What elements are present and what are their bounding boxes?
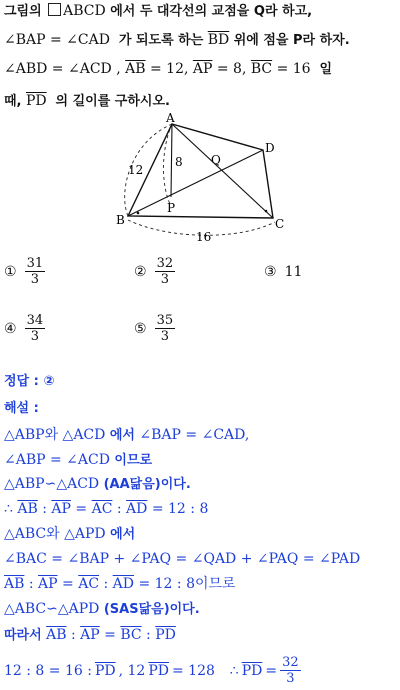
final-answer-fraction: $\frac{32}{3}$ [282, 655, 299, 686]
solution-line-1: △ABP와 △ACD 에서 ∠BAP = ∠CAD, [4, 427, 250, 443]
label-c: C [275, 217, 285, 231]
diagonal-bd [128, 150, 263, 216]
segment-ap [171, 124, 172, 197]
solution-line-4: ∴ $\overline{AB}$ : $\overline{AP} = \overline{AC}$ : $\overline{AD} = 12$ : 8 [4, 501, 209, 517]
quadrilateral-figure [110, 112, 300, 247]
solution-line-10: 12 : 8 = 16 : $\overline{PD}$ , 12 $\overline{PD}$ = 128 ∴ $\overline{PD}$ = $\frac{32}{3}$ [4, 655, 299, 686]
label-a: A [166, 112, 175, 125]
solution-line-9: 따라서 $\overline{AB}$ : $\overline{AP} = \overline{BC}$ : $\overline{PD}$ [4, 627, 176, 643]
solution-line-2: ∠ABP = ∠ACD 이므로 [4, 452, 153, 468]
label-q: Q [211, 153, 221, 167]
choice-3[interactable]: ③ 11 [264, 264, 303, 280]
solution-line-8: △ABC∽△APD (SAS닮음)이다. [4, 601, 200, 617]
problem-line-3: ∠ABD = ∠ACD , $\overline{AB} = 12$, $\overline{AP} = 8$, $\overline{BC} = 16$ 일 [4, 61, 333, 77]
label-p: P [167, 201, 176, 215]
problem-line-2: ∠BAP = ∠CAD 가 되도록 하는 $\overline{BD}$ 위에 점을 P라 하자. [4, 32, 350, 48]
choice-2[interactable]: ② $\frac{32}{3}$ [134, 256, 174, 287]
answer-label: 정답 : ② [4, 374, 55, 389]
problem-line-4: 때, $\overline{PD}$ 의 길이를 구하시오. [4, 93, 170, 109]
angle-mark-b [137, 212, 140, 215]
solution-line-5: △ABC와 △APD 에서 [4, 526, 136, 542]
explanation-label: 해설 : [4, 401, 39, 416]
problem-line-1: 그림의 ABCD 에서 두 대각선의 교점을 Q라 하고, [4, 3, 313, 19]
length-bc: 16 [196, 230, 212, 244]
solution-line-3: △ABP∽△ACD (AA닮음)이다. [4, 476, 191, 492]
length-ab: 12 [128, 163, 144, 177]
label-d: D [265, 141, 275, 155]
length-ap: 8 [175, 155, 183, 169]
quadrilateral-abcd [128, 124, 273, 218]
quadrilateral-symbol-icon [48, 3, 61, 16]
solution-line-7: $\overline{AB}$ : $\overline{AP} = \overline{AC}$ : $\overline{AD} = 12$ : 8이므로 [4, 576, 236, 592]
choice-1[interactable]: ① $\frac{31}{3}$ [4, 256, 44, 287]
angle-mark-c [265, 210, 268, 213]
choice-4[interactable]: ④ $\frac{34}{3}$ [4, 313, 44, 344]
choice-5[interactable]: ⑤ $\frac{35}{3}$ [134, 313, 174, 344]
label-b: B [116, 213, 125, 227]
solution-line-6: ∠BAC = ∠BAP + ∠PAQ = ∠QAD + ∠PAQ = ∠PAD [4, 551, 361, 567]
